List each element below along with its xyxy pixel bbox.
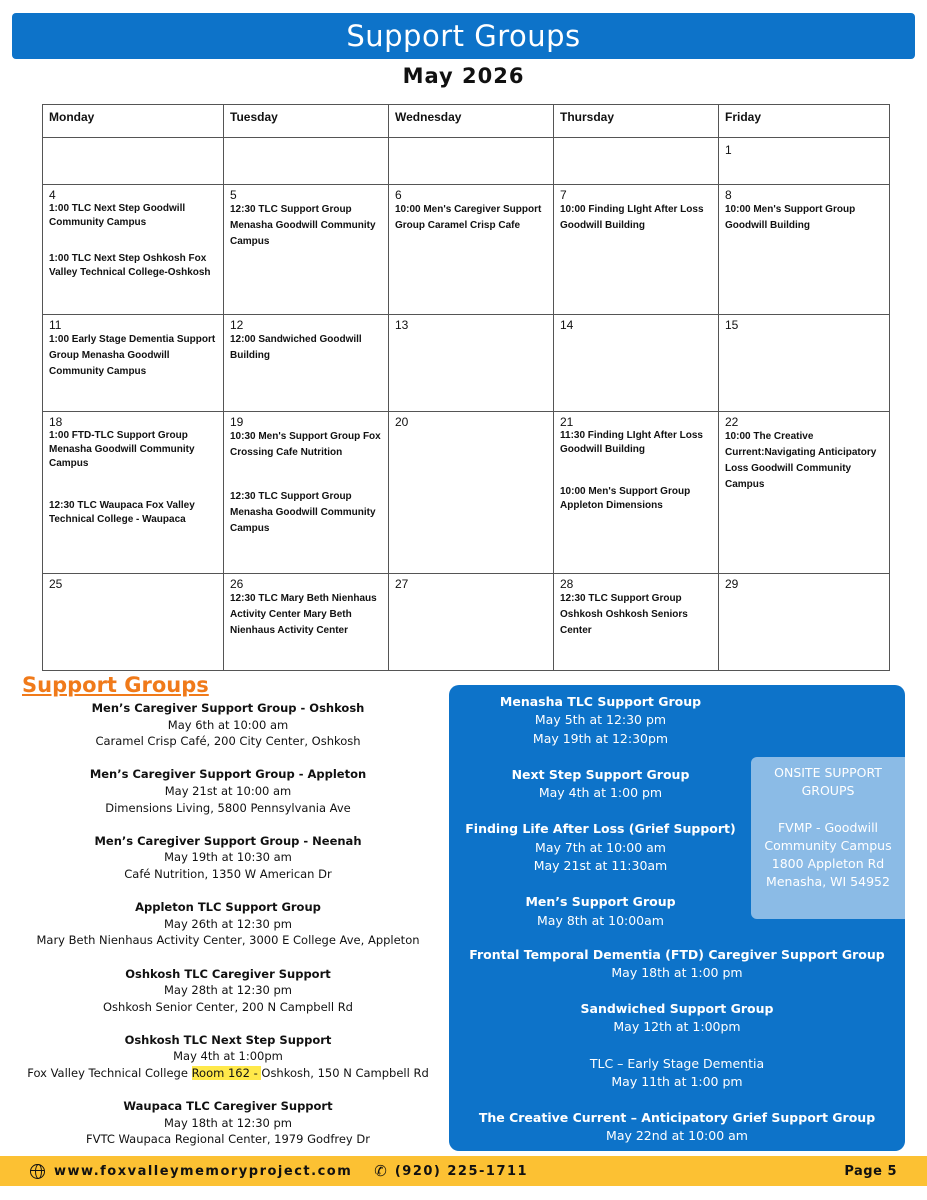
day-number: 27 xyxy=(395,577,409,591)
calendar-cell xyxy=(719,412,890,574)
calendar-week-row xyxy=(43,574,890,671)
calendar-cell xyxy=(554,138,719,185)
group-time: May 4th at 1:00pm xyxy=(173,1049,283,1064)
group-time: May 21st at 10:00 am xyxy=(164,783,292,798)
calendar-event: 10:30 Men's Support Group Fox Crossing Cafe Nutrition xyxy=(230,431,381,458)
calendar-cell xyxy=(554,315,719,412)
support-groups-heading: Support Groups xyxy=(22,673,209,697)
list-item xyxy=(449,766,752,803)
day-number: 15 xyxy=(725,318,739,332)
callout-line: FVMP - Goodwill xyxy=(777,819,879,835)
calendar-event: 12:30 TLC Waupaca Fox Valley Technical College - Waupaca xyxy=(49,500,195,525)
group-time: May 5th at 12:30 pm xyxy=(534,712,667,728)
calendar-cell xyxy=(224,412,389,574)
month-title: May 2026 xyxy=(402,64,525,88)
group-name: Next Step Support Group xyxy=(511,766,690,782)
group-time: May 19th at 12:30pm xyxy=(532,730,669,746)
calendar-cell xyxy=(389,138,554,185)
phone-icon: ✆ xyxy=(374,1162,387,1180)
calendar-cell xyxy=(389,315,554,412)
calendar-cell xyxy=(389,185,554,315)
support-groups-list xyxy=(12,700,444,1165)
calendar-cell xyxy=(719,315,890,412)
group-time: May 11th at 1:00 pm xyxy=(611,1074,743,1090)
list-item xyxy=(12,833,444,883)
calendar-table xyxy=(42,104,890,671)
calendar-week-row xyxy=(43,412,890,574)
calendar-event: 1:00 Early Stage Dementia Support Group Menasha Goodwill Community Campus xyxy=(49,334,216,377)
phone-number[interactable]: (920) 225-1711 xyxy=(394,1163,529,1179)
page-title: Support Groups xyxy=(346,19,581,53)
day-number: 14 xyxy=(560,318,574,332)
group-time: May 12th at 1:00pm xyxy=(613,1019,741,1035)
list-item xyxy=(449,1000,905,1037)
group-name: Menasha TLC Support Group xyxy=(499,694,702,709)
list-item xyxy=(449,820,752,875)
calendar-event: 10:00 Men's Caregiver Support Group Caramel Crisp Cafe xyxy=(395,204,542,231)
group-name: TLC – Early Stage Dementia xyxy=(589,1056,765,1071)
callout-line: Menasha, WI 54952 xyxy=(766,874,890,890)
group-time: May 26th at 12:30 pm xyxy=(163,916,293,931)
calendar-event: 10:00 Men's Support Group Appleton Dimensions xyxy=(560,486,691,511)
globe-icon xyxy=(30,1164,45,1179)
day-number: 8 xyxy=(725,188,732,202)
calendar-cell xyxy=(224,185,389,315)
group-time: May 18th at 12:30 pm xyxy=(163,1115,293,1130)
calendar-cell xyxy=(554,412,719,574)
list-item xyxy=(449,693,752,748)
group-name: Men’s Support Group xyxy=(525,894,676,910)
calendar-cell xyxy=(224,138,389,185)
group-time: May 6th at 10:00 am xyxy=(167,717,289,732)
website-link[interactable]: www.foxvalleymemoryproject.com xyxy=(54,1163,353,1179)
highlighted-room: Room 162 - xyxy=(191,1066,262,1081)
group-time: May 18th at 1:00 pm xyxy=(611,965,743,981)
group-time: May 21st at 11:30am xyxy=(533,858,668,874)
list-item xyxy=(12,1098,444,1148)
day-number: 26 xyxy=(230,577,244,591)
group-time: May 7th at 10:00 am xyxy=(535,839,666,855)
group-name: Oshkosh TLC Next Step Support xyxy=(124,1032,332,1047)
day-number: 4 xyxy=(49,188,56,202)
group-time: May 28th at 12:30 pm xyxy=(163,983,293,998)
day-number: 25 xyxy=(49,577,63,591)
calendar-week-row xyxy=(43,185,890,315)
group-location: Fox Valley Technical College Room 162 - Oshkosh, 150 N Campbell Rd xyxy=(27,1066,429,1081)
calendar-event: 12:30 TLC Mary Beth Nienhaus Activity Center Mary Beth Nienhaus Activity Center xyxy=(230,593,377,636)
calendar-event: 12:30 TLC Support Group Menasha Goodwill Community Campus xyxy=(230,491,376,534)
group-time: May 19th at 10:30 am xyxy=(164,850,292,865)
group-name: Frontal Temporal Dementia (FTD) Caregiver Support Group xyxy=(469,947,885,962)
calendar-week-row xyxy=(43,315,890,412)
day-header-monday: Monday xyxy=(43,105,224,138)
list-item xyxy=(449,1055,905,1092)
group-name: The Creative Current – Anticipatory Grief Support Group xyxy=(478,1110,876,1125)
day-number: 13 xyxy=(395,318,409,332)
calendar-cell xyxy=(43,412,224,574)
calendar-cell xyxy=(43,574,224,671)
day-number: 1 xyxy=(725,143,732,157)
calendar-event: 10:00 Finding LIght After Loss Goodwill Building xyxy=(560,204,704,231)
callout-title: ONSITE SUPPORT xyxy=(774,765,882,780)
day-number: 20 xyxy=(395,415,409,429)
group-name: Sandwiched Support Group xyxy=(580,1001,774,1016)
list-item xyxy=(449,946,905,983)
day-number: 6 xyxy=(395,188,402,202)
calendar-cell xyxy=(43,138,224,185)
group-name: Finding Life After Loss (Grief Support) xyxy=(465,821,736,837)
onsite-groups-list xyxy=(449,693,752,948)
group-name: Appleton TLC Support Group xyxy=(135,900,321,915)
footer-bar xyxy=(0,1156,927,1186)
day-number: 21 xyxy=(560,415,574,429)
day-number: 11 xyxy=(49,318,62,332)
list-item xyxy=(449,1109,905,1146)
list-item xyxy=(12,700,444,750)
callout-title: GROUPS xyxy=(801,783,855,799)
list-item xyxy=(12,766,444,816)
day-number: 7 xyxy=(560,188,567,202)
group-time: May 4th at 1:00 pm xyxy=(538,785,663,801)
day-number: 12 xyxy=(230,318,244,332)
calendar-event: 1:00 TLC Next Step Oshkosh Fox Valley Technical College-Oshkosh xyxy=(49,253,211,278)
page-number: Page 5 xyxy=(844,1163,897,1179)
calendar-event: 12:30 TLC Support Group Oshkosh Oshkosh Seniors Center xyxy=(560,593,688,636)
group-name: Waupaca TLC Caregiver Support xyxy=(123,1099,333,1114)
calendar-event: 1:00 FTD-TLC Support Group Menasha Goodwill Community Campus xyxy=(49,430,195,469)
day-number: 18 xyxy=(49,415,63,429)
calendar-event: 10:00 The Creative Current:Navigating Anticipatory Loss Goodwill Community Campus xyxy=(725,431,877,490)
day-header-thursday: Thursday xyxy=(554,105,719,138)
day-number: 19 xyxy=(230,415,244,429)
day-number: 28 xyxy=(560,577,574,591)
group-name: Men’s Caregiver Support Group - Oshkosh xyxy=(91,701,365,715)
group-name: Men’s Caregiver Support Group - Neenah xyxy=(94,833,362,848)
callout-line: Community Campus xyxy=(764,837,892,853)
calendar-cell xyxy=(43,315,224,412)
calendar-header-row xyxy=(43,105,890,138)
calendar-cell xyxy=(224,315,389,412)
list-item xyxy=(12,966,444,1016)
group-location: Caramel Crisp Café, 200 City Center, Oshkosh xyxy=(95,734,361,749)
calendar-cell xyxy=(43,185,224,315)
header-bar xyxy=(12,13,915,59)
group-time: May 22nd at 10:00 am xyxy=(606,1128,748,1144)
calendar-cell xyxy=(719,574,890,671)
group-location: FVTC Waupaca Regional Center, 1979 Godfrey Dr xyxy=(86,1132,370,1147)
calendar-event: 1:00 TLC Next Step Goodwill Community Campus xyxy=(49,203,186,228)
group-location: Oshkosh Senior Center, 200 N Campbell Rd xyxy=(102,999,353,1014)
calendar-event: 12:30 TLC Support Group Menasha Goodwill Community Campus xyxy=(230,204,376,247)
list-item xyxy=(12,899,444,949)
calendar-event: 10:00 Men's Support Group Goodwill Building xyxy=(725,204,856,231)
calendar-cell xyxy=(389,412,554,574)
calendar-cell xyxy=(554,185,719,315)
group-time: May 8th at 10:00am xyxy=(537,912,664,928)
callout-line: 1800 Appleton Rd xyxy=(771,856,885,872)
calendar-cell xyxy=(224,574,389,671)
group-location: Mary Beth Nienhaus Activity Center, 3000 E College Ave, Appleton xyxy=(36,933,420,948)
day-number: 29 xyxy=(725,577,739,591)
day-header-wednesday: Wednesday xyxy=(389,105,554,138)
group-name: Men’s Caregiver Support Group - Appleton xyxy=(89,767,367,782)
calendar-week-row xyxy=(43,138,890,185)
group-name: Oshkosh TLC Caregiver Support xyxy=(125,966,331,981)
list-item xyxy=(449,893,752,930)
day-header-tuesday: Tuesday xyxy=(224,105,389,138)
onsite-location-callout xyxy=(751,757,905,919)
calendar-cell xyxy=(719,185,890,315)
day-number: 22 xyxy=(725,415,739,429)
list-item xyxy=(12,1032,444,1082)
calendar-event: 12:00 Sandwiched Goodwill Building xyxy=(230,334,362,361)
group-location: Dimensions Living, 5800 Pennsylvania Ave xyxy=(105,800,351,815)
calendar-event: 11:30 Finding LIght After Loss Goodwill Building xyxy=(560,430,703,455)
calendar-cell xyxy=(554,574,719,671)
calendar-cell xyxy=(389,574,554,671)
calendar-cell xyxy=(719,138,890,185)
day-number: 5 xyxy=(230,188,237,202)
day-header-friday: Friday xyxy=(719,105,890,138)
group-location: Café Nutrition, 1350 W American Dr xyxy=(124,866,332,881)
